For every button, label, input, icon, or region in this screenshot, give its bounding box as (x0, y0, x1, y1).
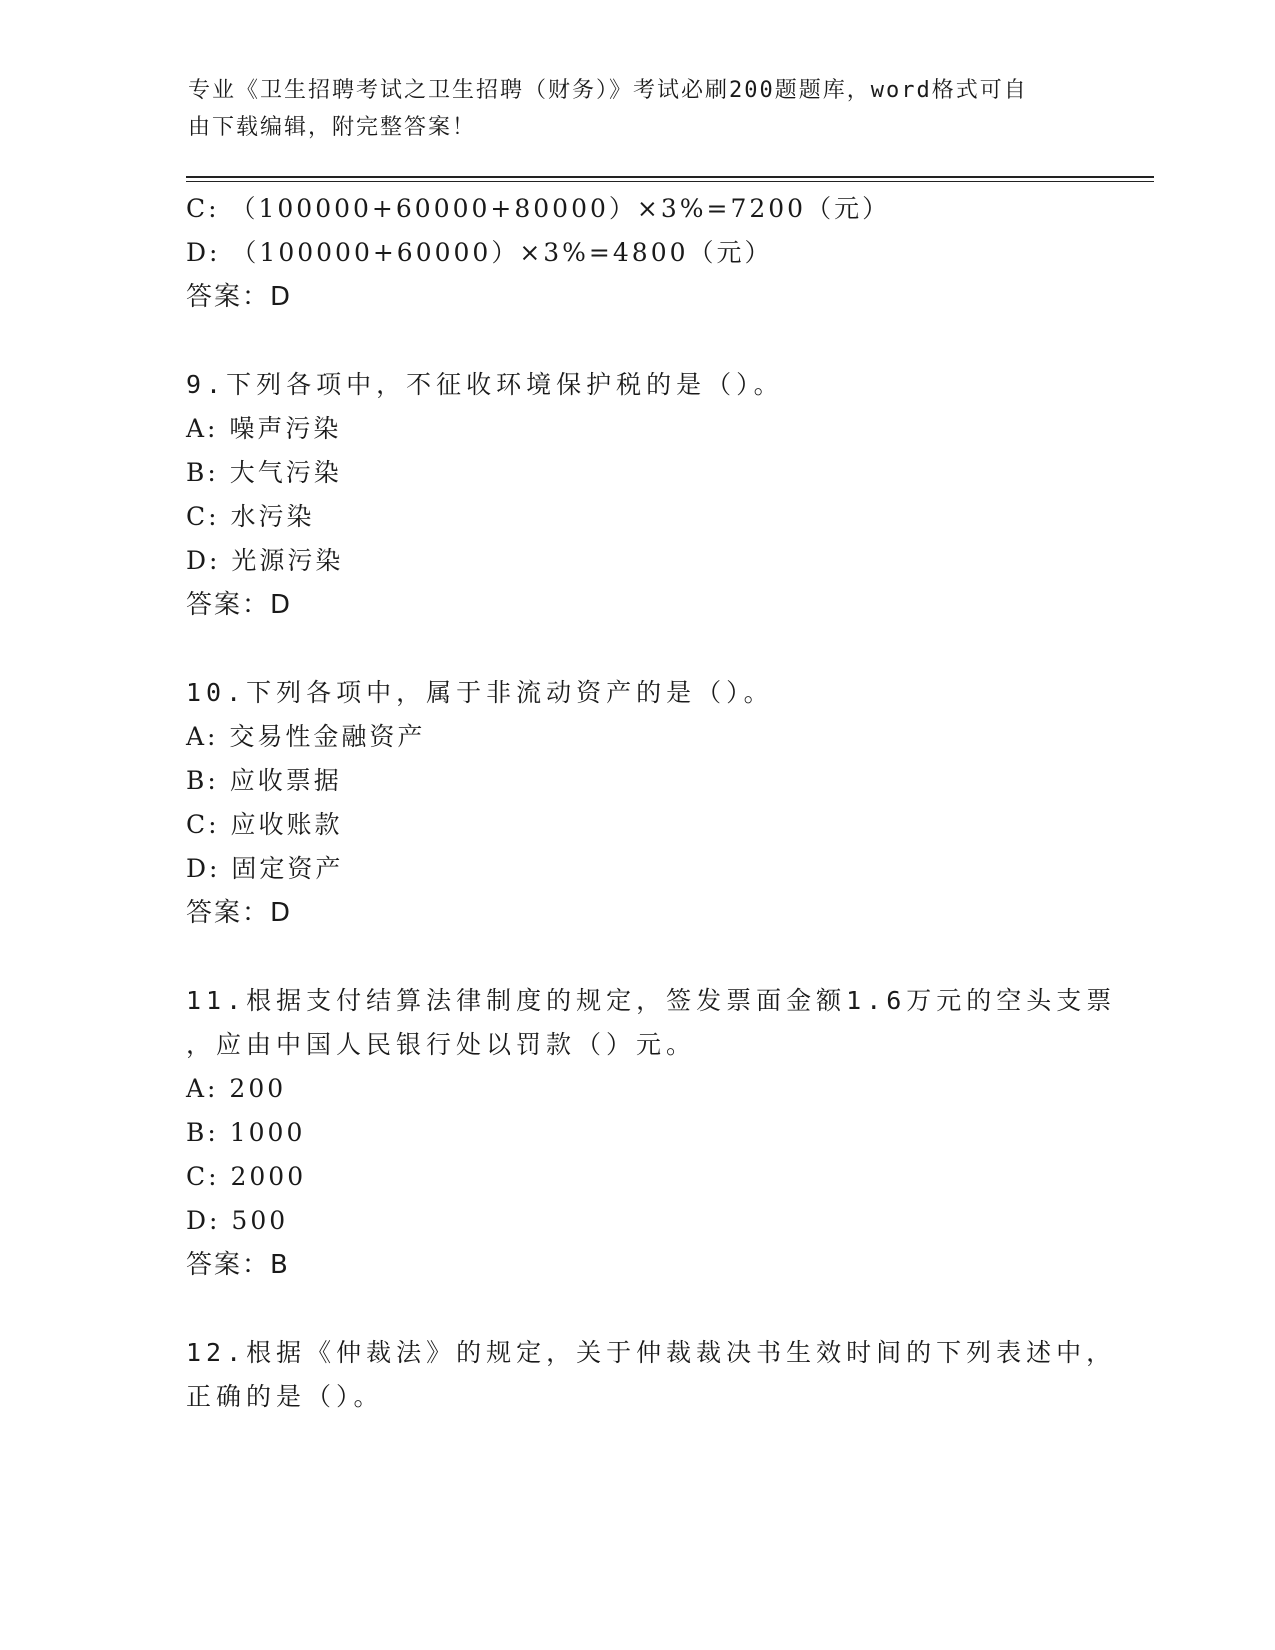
q10-option-c: C: 应收账款 (186, 810, 343, 839)
q9-option-b: B: 大气污染 (186, 458, 342, 487)
q11-option-a: A: 200 (186, 1074, 287, 1103)
q12-question-line-2: 正确的是（）。 (186, 1382, 384, 1411)
q9-option-c: C: 水污染 (186, 502, 315, 531)
q11-option-b: B: 1000 (186, 1118, 306, 1147)
q9-option-a: A: 噪声污染 (186, 414, 342, 443)
q10-answer: 答案：D (186, 898, 293, 928)
q11-option-d: D: 500 (186, 1206, 289, 1235)
q10-option-d: D: 固定资产 (186, 854, 344, 883)
q11-answer: 答案：B (186, 1250, 290, 1280)
header-line-2: 由下载编辑，附完整答案！ (188, 115, 477, 140)
q10-option-a: A: 交易性金融资产 (186, 722, 426, 751)
q11-option-c: C: 2000 (186, 1162, 307, 1191)
q10-option-b: B: 应收票据 (186, 766, 342, 795)
q8-option-c: C: （100000+60000+80000）×3%=7200（元） (186, 194, 891, 223)
q8-option-d: D: （100000+60000）×3%=4800（元） (186, 238, 773, 267)
header-divider-thin (186, 181, 1154, 182)
header-divider-thick (186, 176, 1154, 178)
document-header (188, 72, 1068, 146)
q11-question-line-2: ，应由中国人民银行处以罚款（）元。 (186, 1030, 697, 1059)
q8-answer: 答案：D (186, 282, 293, 312)
q11-question-line-1: 11.根据支付结算法律制度的规定，签发票面金额1.6万元的空头支票 (186, 986, 1117, 1015)
q12-question-line-1: 12.根据《仲裁法》的规定，关于仲裁裁决书生效时间的下列表述中， (186, 1338, 1117, 1367)
q9-question: 9.下列各项中，不征收环境保护税的是（）。 (186, 370, 784, 399)
header-line-1: 专业《卫生招聘考试之卫生招聘（财务）》考试必刷200题题库，word格式可自 (188, 78, 1028, 103)
q9-option-d: D: 光源污染 (186, 546, 344, 575)
q10-question: 10.下列各项中，属于非流动资产的是（）。 (186, 678, 774, 707)
q9-answer: 答案：D (186, 590, 293, 620)
